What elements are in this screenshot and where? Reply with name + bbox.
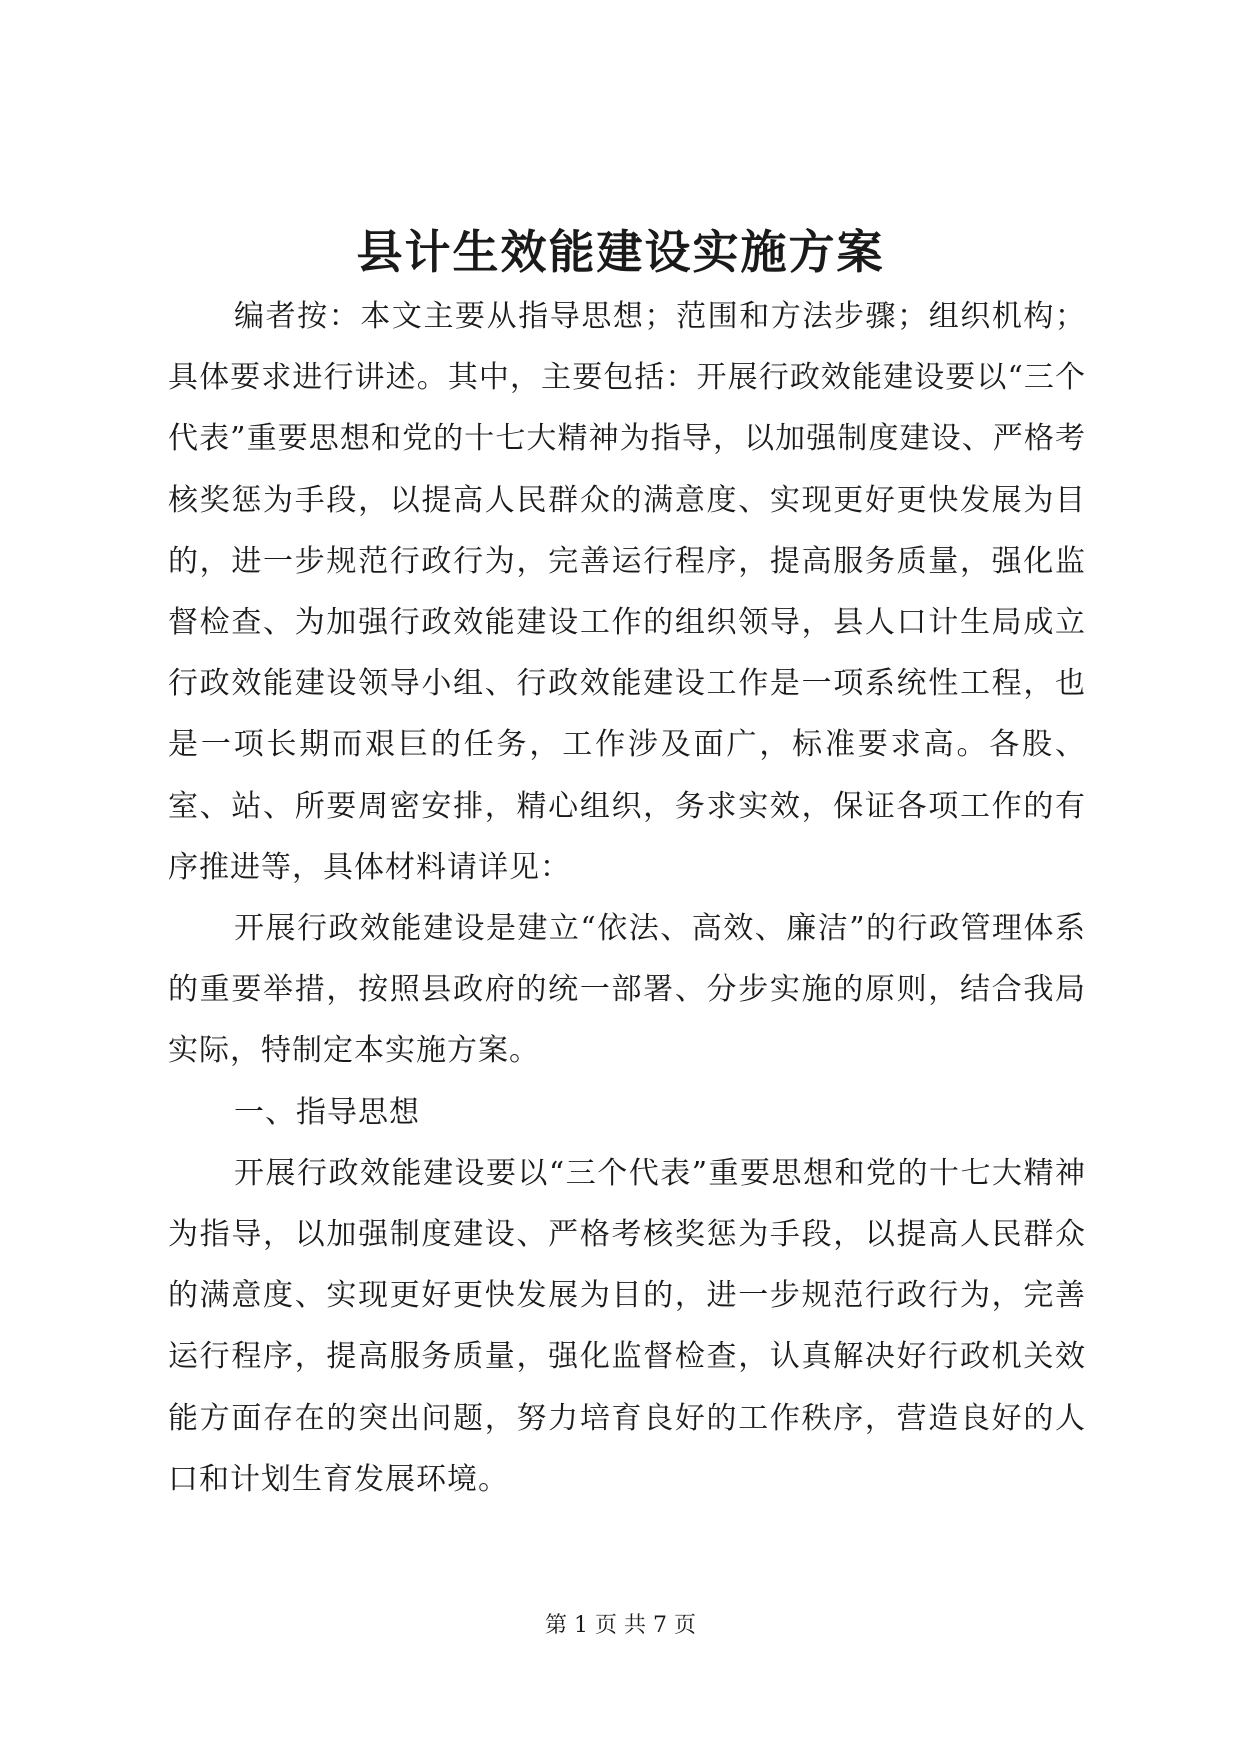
- section-heading-guiding-ideology: 一、指导思想: [234, 1094, 420, 1130]
- page-number-footer: 第 1 页 共 7 页: [545, 1613, 696, 1638]
- document-body: [168, 286, 1086, 1510]
- intro-paragraph: 开展行政效能建设是建立“依法、高效、廉洁”的行政管理体系的重要举措，按照县政府的统一部署、分步实施的原则，结合我局实际，特制定本实施方案。: [168, 911, 1086, 1069]
- editor-note-paragraph: 编者按：本文主要从指导思想；范围和方法步骤；组织机构；具体要求进行讲述。其中，主要包括：开展行政效能建设要以“三个代表”重要思想和党的十七大精神为指导，以加强制度建设、严格考核奖惩为手段，以提高人民群众的满意度、实现更好更快发展为目的，进一步规范行政行为，完善运行程序，提高服务质量，强化监督检查、为加强行政效能建设工作的组织领导，县人口计生局成立行政效能建设领导小组、行政效能建设工作是一项系统性工程，也是一项长期而艰巨的任务，工作涉及面广，标准要求高。各股、室、站、所要周密安排，精心组织，务求实效，保证各项工作的有序推进等，具体材料请详见：: [168, 299, 1086, 885]
- guiding-ideology-paragraph: 开展行政效能建设要以“三个代表”重要思想和党的十七大精神为指导，以加强制度建设、严格考核奖惩为手段，以提高人民群众的满意度、实现更好更快发展为目的，进一步规范行政行为，完善运行程序，提高服务质量，强化监督检查，认真解决好行政机关效能方面存在的突出问题，努力培育良好的工作秩序，营造良好的人口和计划生育发展环境。: [168, 1155, 1086, 1497]
- document-title: 县计生效能建设实施方案: [356, 225, 885, 279]
